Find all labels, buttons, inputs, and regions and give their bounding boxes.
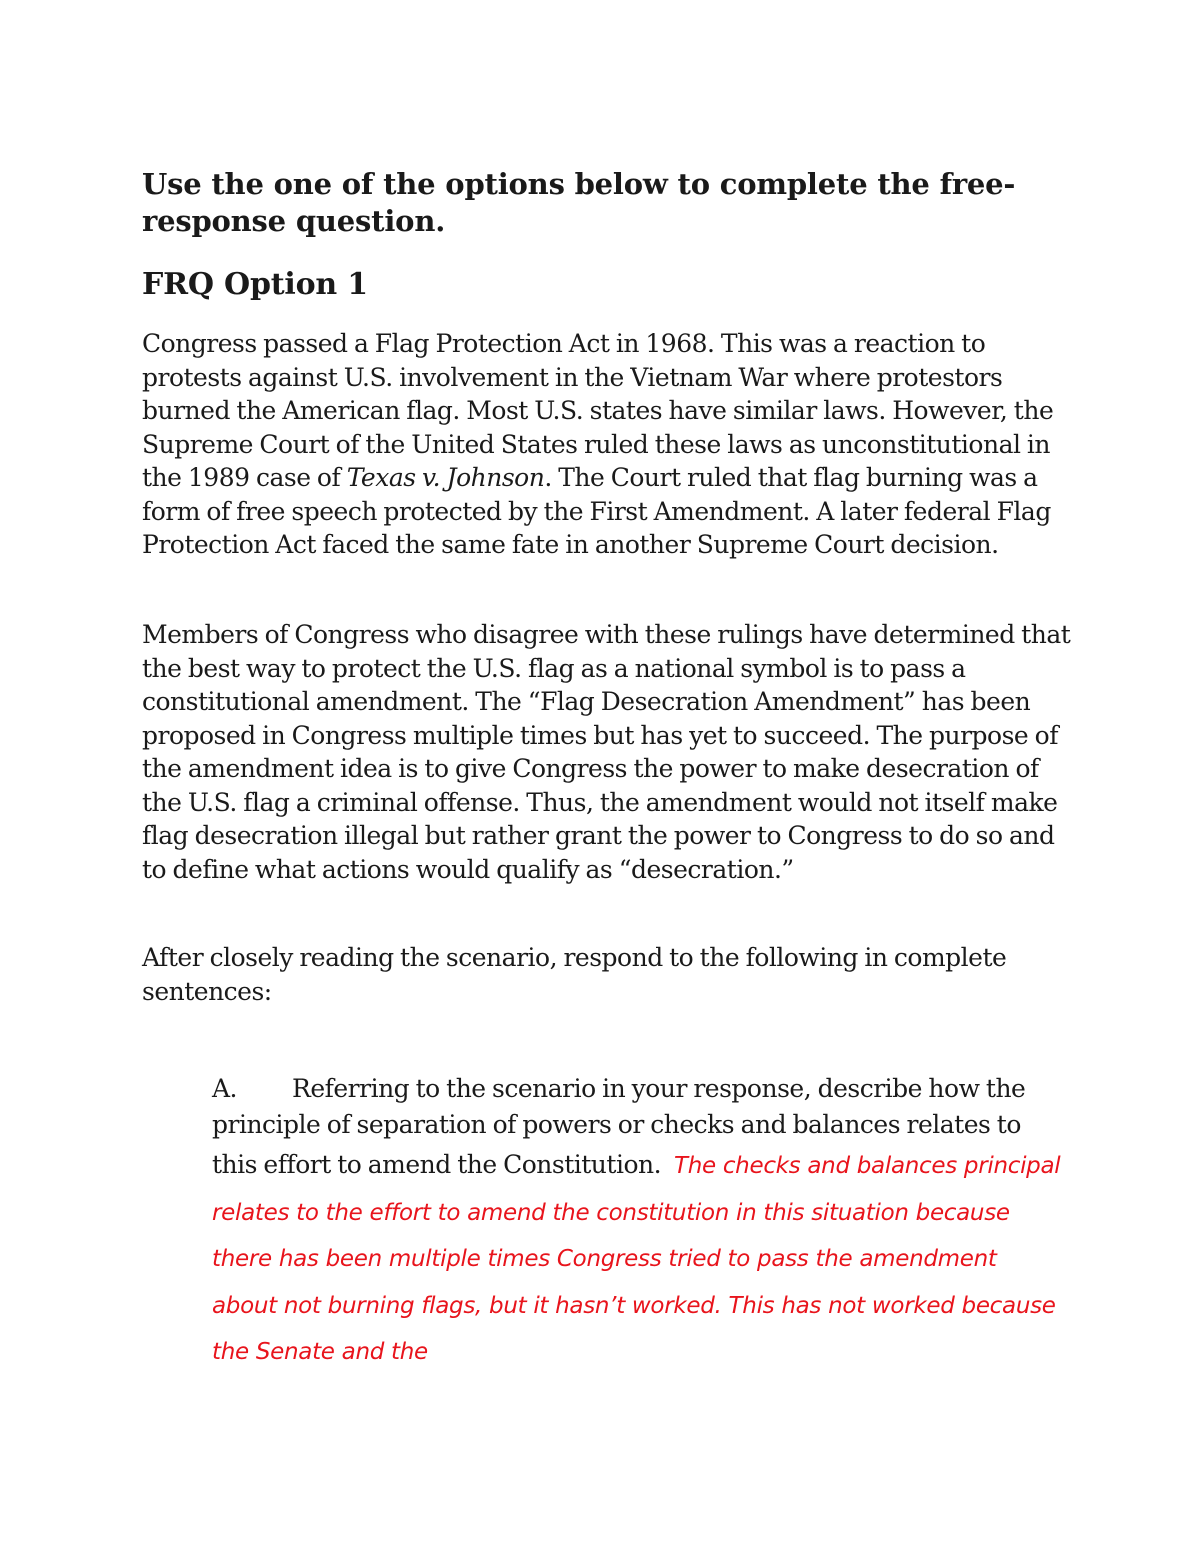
frq-option-title: FRQ Option 1 [142, 267, 368, 302]
question-a-text: Referring to the scenario in your response, describe how the principle of separation of powers or checks and balances relates to this effort to amend the Constitution. [212, 1074, 1026, 1179]
question-a-letter: A. [212, 1074, 238, 1103]
scenario-paragraph-1-after: . The Court ruled that flag burning was a form of free speech protected by the First Amendment. A later federal Flag Protection Act faced the same fate in another Supreme Court decision. [142, 463, 1051, 559]
instructions-heading: Use the one of the options below to complete the free-response question. [142, 167, 1016, 238]
scenario-paragraph-1 [142, 327, 1072, 562]
scenario-paragraph-2: Members of Congress who disagree with these rulings have determined that the best way to protect the U.S. flag as a national symbol is to pass a constitutional amendment. The “Flag Desecration Amendment” has been proposed in Congress multiple times but has yet to succeed. The purpose of the amendment idea is to give Congress the power to make desecration of the U.S. flag a criminal offense. Thus, the amendment would not itself make flag desecration illegal but rather grant the power to Congress to do so and to define what actions would qualify as “desecration.” [142, 620, 1071, 884]
question-a-answer[interactable]: The checks and balances principal relates to the effort to amend the constitution in this situation because there has been multiple times Congress tried to pass the amendment about not burning flags, but it hasn’t worked. This has not worked because the Senate and the [212, 1153, 1061, 1365]
instructions-paragraph: After closely reading the scenario, respond to the following in complete sentences: [142, 943, 1007, 1006]
scenario-paragraph-1-before: Congress passed a Flag Protection Act in 1968. This was a reaction to protests against U.S. involvement in the Vietnam War where protestors burned the American flag. Most U.S. states have similar laws. However, the Supreme Court of the United States ruled these laws as unconstitutional in the 1989 case of [142, 329, 1054, 492]
question-a [212, 1071, 1062, 1376]
case-name: Texas v. Johnson [346, 463, 545, 492]
